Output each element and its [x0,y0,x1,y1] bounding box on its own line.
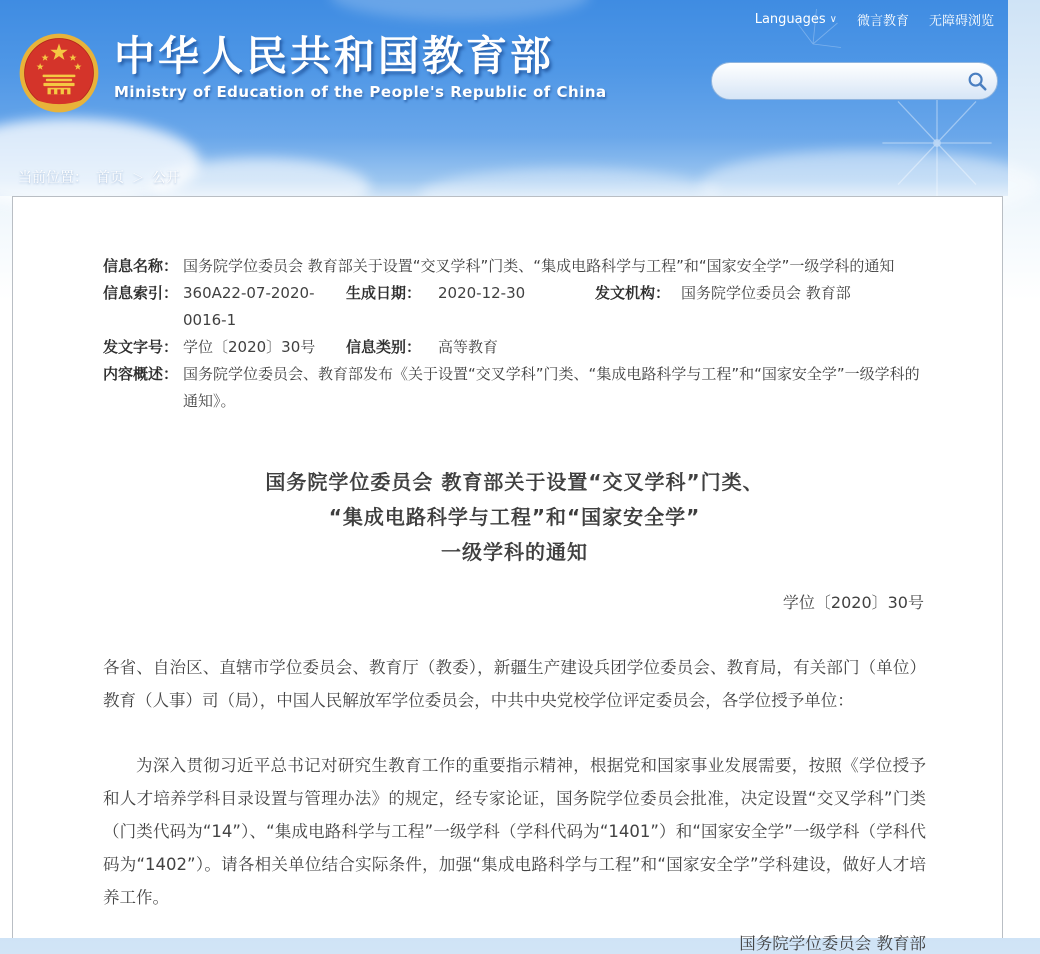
document-title-line1: 国务院学位委员会 教育部关于设置“交叉学科”门类、 [265,470,764,494]
meta-name-value: 国务院学位委员会 教育部关于设置“交叉学科”门类、“集成电路科学与工程”和“国家安全学”一级学科的通知 [183,257,895,275]
document-title-line2: “集成电路科学与工程”和“国家安全学” [328,505,701,529]
breadcrumb [18,167,180,187]
meta-row-name [103,253,926,280]
document-title [103,465,926,570]
document-body-paragraph: 为深入贯彻习近平总书记对研究生教育工作的重要指示精神，根据党和国家事业发展需要，按照《学位授予和人才培养学科目录设置与管理办法》的规定，经专家论证，国务院学位委员会批准，决定设置“交叉学科”门类（门类代码为“14”）、“集成电路科学与工程”一级学科（学科代码为“1401”）和“国家安全学”一级学科（学科代码为“1402”）。请各相关单位结合实际条件，加强“集成电路科学与工程”和“国家安全学”学科建设，做好人才培养工作。 [103,756,926,907]
meta-index-label: 信息索引： [103,284,179,302]
document-card [12,196,1003,953]
site-header [0,0,1008,196]
document-title-line3: 一级学科的通知 [441,540,588,564]
meta-date-value: 2020-12-30 [438,284,526,302]
search-button[interactable] [960,64,994,98]
breadcrumb-home-link[interactable]: 首页 [96,170,124,186]
cloud-decoration [330,0,590,20]
search-input[interactable] [712,63,960,99]
site-subtitle: Ministry of Education of the People's Republic of China [114,83,607,101]
languages-menu[interactable] [755,12,837,27]
meta-agency-label: 发文机构： [595,284,671,302]
document-signature: 国务院学位委员会 教育部 [739,934,926,953]
site-title: 中华人民共和国教育部 [114,32,554,80]
meta-agency-value: 国务院学位委员会 教育部 [681,284,851,302]
meta-row-index [103,280,926,334]
search-box [711,62,998,100]
meta-summary-label: 内容概述： [103,365,179,383]
meta-category-value: 高等教育 [438,338,499,356]
meta-summary-value: 国务院学位委员会、教育部发布《关于设置“交叉学科”门类、“集成电路科学与工程”和“国家安全学”一级学科的通知》。 [183,365,920,410]
site-brand [18,32,607,114]
languages-label: Languages [754,12,826,27]
document-salutation: 各省、自治区、直辖市学位委员会、教育厅（教委），新疆生产建设兵团学位委员会、教育局，有关部门（单位）教育（人事）司（局），中国人民解放军学位委员会，中共中央党校学位评定委员会，各学位授予单位： [103,658,926,710]
national-emblem-logo [18,32,100,114]
meta-index-value: 360A22-07-2020-0016-1 [183,284,315,329]
chevron-down-icon: ∨ [829,14,837,25]
meta-name-label: 信息名称： [103,257,179,275]
meta-docno-value: 学位〔2020〕30号 [183,338,316,356]
breadcrumb-prefix: 当前位置： [18,170,88,186]
document-meta [103,253,926,415]
brand-text [114,32,607,101]
document-number: 学位〔2020〕30号 [782,593,924,612]
utility-nav [755,10,994,29]
breadcrumb-current-link[interactable]: 公开 [152,170,181,186]
meta-row-summary [103,361,926,415]
meta-date-label: 生成日期： [346,284,422,302]
weiyan-link[interactable]: 微言教育 [856,14,909,29]
accessibility-link[interactable]: 无障碍浏览 [928,14,994,29]
meta-docno-label: 发文字号： [103,338,179,356]
search-icon [966,70,988,92]
breadcrumb-separator: ＞ [132,170,145,185]
meta-row-docno [103,334,926,361]
meta-category-label: 信息类别： [346,338,422,356]
